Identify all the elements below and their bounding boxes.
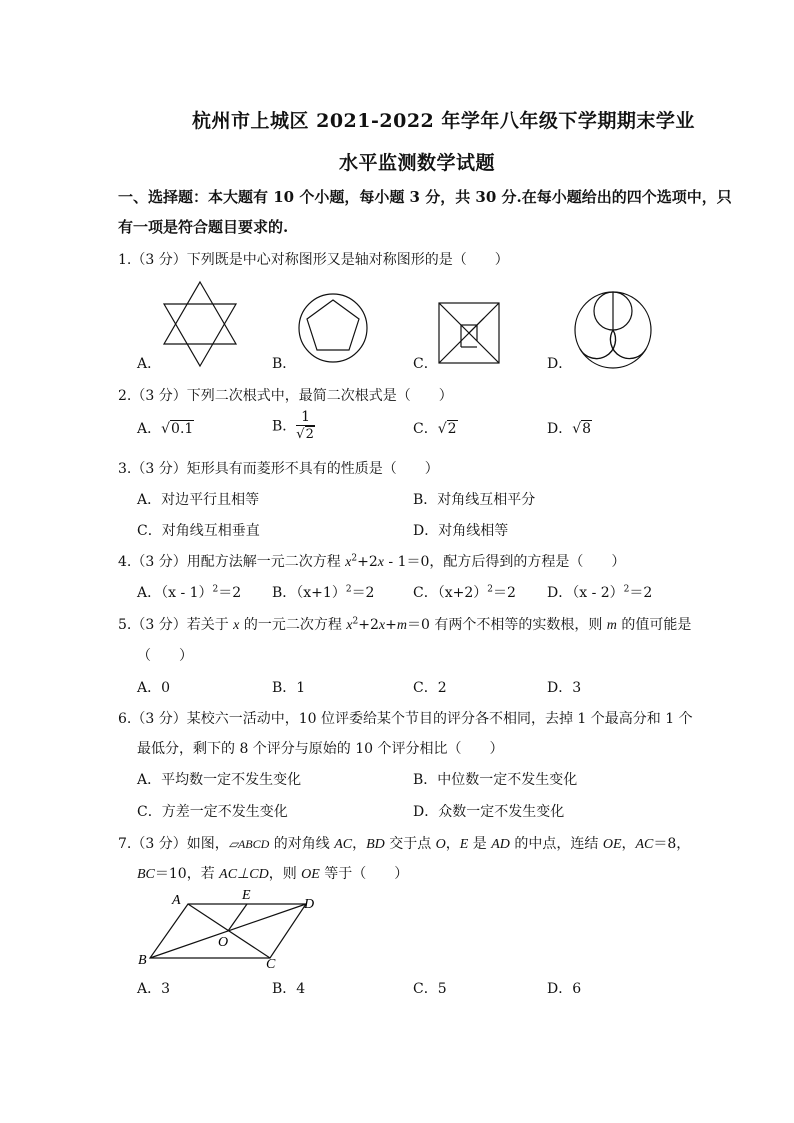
- q7-o: O: [435, 837, 446, 852]
- q7-d: ，: [445, 836, 460, 852]
- radicand: 8: [582, 421, 592, 437]
- q7-bc: BC: [137, 867, 155, 882]
- vertex-label-a: A: [172, 893, 181, 908]
- section-heading-line1: 一、选择题：本大题有 10 个小题，每小题 3 分，共 30 分.在每小题给出的四个选项中，只: [118, 188, 732, 206]
- question-2-text: 2.（3 分）下列二次根式中，最简二次根式是（ ）: [118, 388, 453, 404]
- q4-opt-c-post: ＝2: [492, 585, 516, 601]
- q7-g: ，: [621, 836, 636, 852]
- question-6-option-c: C．方差一定不发生变化: [137, 804, 288, 820]
- question-4-text: [118, 551, 625, 571]
- question-5-option-d: D．3: [547, 680, 582, 696]
- question-4-option-c: [413, 582, 516, 602]
- q5-text-d: 的值可能是: [616, 617, 692, 633]
- q4-opt-a-post: ＝2: [218, 585, 242, 601]
- question-6-line1: 6.（3 分）某校六一活动中，10 位评委给某个节目的评分各不相同，去掉 1 个最高分和 1 个: [118, 711, 693, 727]
- q4-opt-c-exp: 2: [487, 584, 493, 595]
- question-1-text: 1.（3 分）下列既是中心对称图形又是轴对称图形的是（ ）: [118, 252, 509, 268]
- page-title-line1: 杭州市上城区 2021-2022 年学年八年级下学期期末学业: [192, 110, 695, 132]
- q4-opt-b-exp: 2: [345, 584, 352, 595]
- q4-tail: - 1＝0，配方后得到的方程是（ ）: [383, 554, 626, 570]
- question-2-option-d: [547, 418, 592, 438]
- question-7-option-c: C．5: [413, 981, 447, 997]
- vertex-label-b: B: [138, 953, 147, 968]
- q7-ac: AC: [334, 837, 353, 852]
- question-5-option-b: B．1: [272, 680, 306, 696]
- pinwheel-square-figure: [438, 302, 500, 364]
- q4-opt-b-pre: B．（x+1）: [272, 585, 346, 601]
- q7-l2c: 等于（ ）: [319, 866, 409, 882]
- sqrt-sign: √: [572, 421, 582, 437]
- q5-text-c: ＝0 有两个不相等的实数根，则: [406, 617, 607, 633]
- question-1-option-d-label: D．: [547, 356, 573, 372]
- question-7-option-d: D．6: [547, 981, 582, 997]
- question-2-option-a: [137, 418, 194, 438]
- q7-comma: ，: [352, 836, 367, 852]
- q7-c: 交于点: [384, 836, 436, 852]
- q4-var-x2: x: [377, 555, 384, 570]
- option-label: A．: [137, 421, 162, 437]
- question-6-line2: 最低分，剩下的 8 个评分与原始的 10 个评分相比（ ）: [137, 741, 504, 757]
- question-1-option-b-label: B．: [272, 356, 297, 372]
- page-title-line2: 水平监测数学试题: [339, 152, 496, 174]
- vertex-label-e: E: [242, 888, 251, 903]
- q4-text-before: 4.（3 分）用配方法解一元二次方程: [118, 554, 346, 570]
- option-label: B．: [272, 418, 297, 435]
- section-heading-line2: 有一项是符合题目要求的.: [118, 218, 289, 236]
- q5-text-b: 的一元二次方程: [239, 617, 347, 633]
- question-6-option-b: B．中位数一定不发生变化: [413, 772, 578, 788]
- question-3-option-c: C．对角线互相垂直: [137, 523, 260, 539]
- question-5-line2: （ ）: [137, 648, 193, 664]
- q7-oe: OE: [602, 837, 622, 852]
- q7-e: E: [459, 837, 469, 852]
- radicand: 2: [447, 421, 457, 437]
- q5-eq-b: +2: [358, 617, 379, 633]
- question-1-option-a-label: A．: [137, 356, 162, 372]
- option-label: C．: [413, 421, 438, 437]
- radicand: 0.1: [171, 421, 194, 437]
- radicand: 2: [305, 427, 314, 442]
- q7-b: 的对角线: [269, 836, 335, 852]
- vertex-label-o: O: [218, 935, 229, 950]
- question-5-option-a: A．0: [137, 680, 171, 696]
- sqrt-sign: √: [161, 421, 171, 437]
- q5-eq-x2: x: [378, 618, 386, 633]
- parallelogram-figure: [130, 886, 320, 970]
- q4-opt-b-post: ＝2: [351, 585, 375, 601]
- q7-oe2: OE: [301, 867, 320, 882]
- question-2-option-b: [272, 410, 315, 441]
- question-5-text: [118, 614, 691, 634]
- q4-opt-d-post: ＝2: [629, 585, 653, 601]
- sqrt-sign: √: [437, 421, 447, 437]
- q7-h: ＝8，: [653, 836, 691, 852]
- q7-bd: BD: [366, 837, 385, 852]
- q7-ac2: AC: [635, 837, 654, 852]
- q7-l2b: ，则: [268, 866, 302, 882]
- q4-var-x: x: [345, 555, 352, 570]
- question-6-option-d: D．众数一定不发生变化: [413, 804, 565, 820]
- q4-opt-a-exp: 2: [212, 584, 219, 595]
- q5-eq-plus: +: [385, 617, 397, 633]
- question-3-option-d: D．对角线相等: [413, 523, 509, 539]
- star-of-david-figure: [162, 280, 238, 368]
- q4-opt-d-exp: 2: [623, 584, 630, 595]
- vertex-label-c: C: [266, 957, 276, 972]
- question-4-option-a: [137, 582, 241, 602]
- question-7-option-b: B．4: [272, 981, 306, 997]
- q7-perp: AC⊥CD: [219, 867, 269, 882]
- question-4-option-b: [272, 582, 374, 602]
- option-label: D．: [547, 421, 573, 437]
- q7-a: 7.（3 分）如图，: [118, 836, 229, 852]
- question-2-option-c: [413, 418, 458, 438]
- question-3-option-b: B．对角线互相平分: [413, 492, 536, 508]
- q7-e2: 是: [468, 836, 492, 852]
- numerator: 1: [296, 410, 315, 426]
- question-7-option-a: A．3: [137, 981, 171, 997]
- q5-exp: 2: [352, 616, 359, 627]
- q4-eq-rest: +2: [357, 554, 378, 570]
- pentagon-in-circle-figure: [297, 292, 369, 364]
- question-3-text: 3.（3 分）矩形具有而菱形不具有的性质是（ ）: [118, 461, 439, 477]
- question-6-option-a: A．平均数一定不发生变化: [137, 772, 302, 788]
- q5-var-x: x: [233, 618, 240, 633]
- question-1-option-c-label: C．: [413, 356, 438, 372]
- q5-eq-m: m: [396, 618, 407, 633]
- question-5-option-c: C．2: [413, 680, 447, 696]
- question-7-line1: [118, 833, 690, 853]
- q4-opt-d-pre: D．（x - 2）: [547, 585, 624, 601]
- question-3-option-a: A．对边平行且相等: [137, 492, 260, 508]
- q4-opt-c-pre: C．（x+2）: [413, 585, 488, 601]
- q7-ad: AD: [491, 837, 510, 852]
- q4-opt-a-pre: A．（x - 1）: [137, 585, 213, 601]
- q7-f: 的中点，连结: [509, 836, 603, 852]
- denominator: √2: [296, 427, 314, 442]
- q7-parallelogram: ▱ABCD: [228, 837, 270, 851]
- circle-with-arcs-figure: [573, 290, 653, 370]
- q5-var-m: m: [606, 618, 617, 633]
- question-4-option-d: [547, 582, 652, 602]
- q5-text-a: 5.（3 分）若关于: [118, 617, 234, 633]
- q4-exp: 2: [351, 553, 358, 564]
- fraction: [296, 410, 315, 441]
- q7-l2a: ＝10，若: [154, 866, 220, 882]
- vertex-label-d: D: [304, 897, 315, 912]
- q5-eq-x: x: [346, 618, 353, 633]
- question-7-line2: [137, 863, 408, 883]
